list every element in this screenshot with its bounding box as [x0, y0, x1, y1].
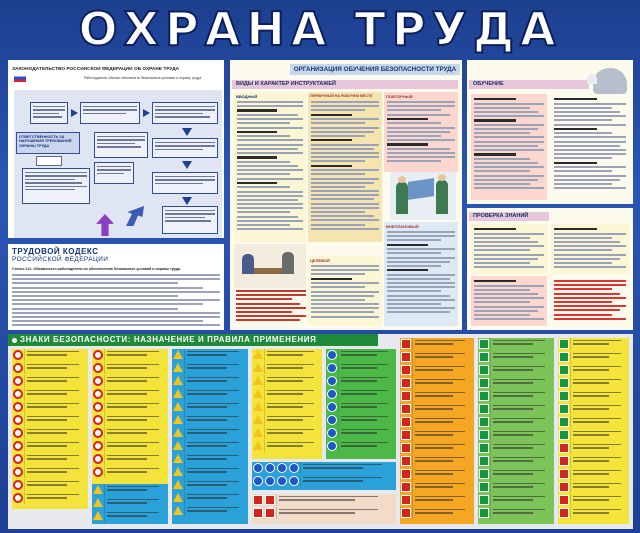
person-left-icon	[242, 254, 254, 274]
flow-box	[152, 172, 218, 194]
col-heading-target: ЦЕЛЕВОЙ	[310, 258, 330, 263]
prohibition-sign-icon	[13, 480, 23, 490]
fire-sign-icon	[401, 391, 411, 401]
prohibition-sign-icon	[13, 376, 23, 386]
warning-signs-d	[252, 349, 322, 459]
fire-signs-f	[400, 338, 474, 524]
evacuation-sign-icon	[479, 352, 489, 362]
meeting-illustration	[234, 244, 306, 288]
fire-sign-icon	[401, 482, 411, 492]
warning-sign-icon	[173, 506, 183, 515]
fire-sign-icon	[401, 404, 411, 414]
evacuation-sign-icon	[479, 495, 489, 505]
warning-signs-bottom	[92, 484, 168, 524]
worker-right-icon	[436, 180, 448, 214]
evacuation-sign-icon	[479, 339, 489, 349]
prohibition-sign-icon	[13, 493, 23, 503]
training-col-right	[551, 94, 629, 200]
fire-sign-icon	[401, 430, 411, 440]
mandatory-sign-icon	[327, 376, 337, 386]
flow-box	[152, 138, 218, 158]
info-sign-icon	[559, 378, 569, 388]
arrow-icon	[182, 161, 192, 169]
evacuation-sign-icon	[479, 469, 489, 479]
intro-note-text	[236, 290, 306, 324]
instruction-types-bar: ВИДЫ И ХАРАКТЕР ИНСТРУКТАЖЕЙ	[232, 80, 458, 89]
fire-sign-icon	[265, 508, 275, 518]
warning-sign-icon	[173, 441, 183, 450]
warning-sign-icon	[173, 428, 183, 437]
fire-sign-icon	[265, 495, 275, 505]
labor-code-text	[12, 274, 220, 328]
col-heading-unscheduled: ВНЕПЛАНОВЫЙ	[386, 224, 419, 229]
prohibition-sign-icon	[13, 428, 23, 438]
fire-sign-icon	[401, 495, 411, 505]
mandatory-sign-icon	[265, 463, 275, 473]
prohibition-sign-icon	[93, 376, 103, 386]
flow-box	[80, 102, 140, 124]
responsibility-box	[16, 132, 80, 154]
prohibition-sign-icon	[13, 389, 23, 399]
warning-sign-icon	[253, 415, 263, 424]
document-icon	[36, 156, 62, 166]
warning-sign-icon	[93, 485, 103, 494]
warning-sign-icon	[173, 376, 183, 385]
evacuation-sign-icon	[479, 365, 489, 375]
flow-box	[30, 102, 68, 124]
legislation-subheading: Работодатель обязан обеспечить безопасные условия и охрану труда	[84, 76, 202, 80]
evacuation-sign-icon	[479, 456, 489, 466]
evacuation-sign-icon	[479, 482, 489, 492]
warning-sign-icon	[173, 493, 183, 502]
check-col-3	[471, 276, 547, 326]
evacuation-sign-icon	[479, 443, 489, 453]
prohibition-sign-icon	[93, 350, 103, 360]
col-heading-primary: ПЕРВИЧНЫЙ НА РАБОЧЕМ МЕСТЕ	[310, 94, 373, 98]
check-col-4	[551, 276, 629, 326]
flow-box	[22, 168, 90, 204]
warning-sign-icon	[173, 467, 183, 476]
mandatory-sign-icon	[327, 428, 337, 438]
info-sign-icon	[559, 365, 569, 375]
warning-signs-c	[172, 349, 248, 524]
col-heading-repeat: ПОВТОРНЫЙ	[386, 94, 413, 99]
mandatory-sign-icon	[327, 402, 337, 412]
evacuation-sign-icon	[479, 404, 489, 414]
mandatory-sign-icon	[289, 463, 299, 473]
mandatory-sign-icon	[253, 463, 263, 473]
fire-sign-icon	[401, 352, 411, 362]
knowledge-check-panel	[467, 208, 633, 330]
fire-sign-icon	[401, 456, 411, 466]
fire-sign-icon	[401, 417, 411, 427]
arrow-icon	[143, 109, 150, 117]
info-sign-icon	[559, 469, 569, 479]
fire-signs-lower	[252, 494, 396, 524]
warning-sign-icon	[93, 511, 103, 520]
warning-sign-icon	[253, 389, 263, 398]
warning-sign-icon	[253, 402, 263, 411]
fire-sign-icon	[253, 508, 263, 518]
arrow-icon	[182, 128, 192, 136]
warning-sign-icon	[173, 350, 183, 359]
col-heading-intro: ВВОДНЫЙ	[236, 94, 258, 99]
warning-sign-icon	[253, 376, 263, 385]
prohibition-sign-icon	[13, 415, 23, 425]
mandatory-signs-lower	[252, 462, 396, 490]
training-panel	[467, 60, 633, 204]
page-title: ОХРАНА ТРУДА	[78, 2, 562, 56]
fire-sign-icon	[401, 378, 411, 388]
warning-sign-icon	[173, 415, 183, 424]
labor-code-article: Статья 212. Обязанности работодателя по обеспечению безопасных условий и охраны труда	[12, 267, 181, 271]
mandatory-sign-icon	[289, 476, 299, 486]
evacuation-sign-icon	[479, 430, 489, 440]
prohibition-sign-icon	[93, 389, 103, 399]
mandatory-sign-icon	[327, 363, 337, 373]
warning-sign-icon	[173, 363, 183, 372]
flow-box	[162, 206, 218, 234]
mandatory-sign-icon	[327, 441, 337, 451]
prohibition-sign-icon	[93, 454, 103, 464]
prohibition-signs-a	[12, 349, 88, 509]
mandatory-sign-icon	[277, 463, 287, 473]
info-sign-icon	[559, 508, 569, 518]
workers-illustration	[390, 172, 456, 220]
flag-icon	[14, 74, 26, 82]
mandatory-sign-icon	[265, 476, 275, 486]
prohibition-sign-icon	[93, 402, 103, 412]
worker-left-icon	[396, 182, 408, 214]
column-intro	[234, 92, 306, 242]
fire-sign-icon	[401, 365, 411, 375]
info-sign-icon	[559, 456, 569, 466]
check-col-2	[551, 224, 629, 274]
mandatory-sign-icon	[253, 476, 263, 486]
fire-sign-icon	[401, 443, 411, 453]
labor-code-title: ТРУДОВОЙ КОДЕКС	[12, 247, 99, 256]
legislation-panel	[8, 60, 224, 238]
info-sign-icon	[559, 495, 569, 505]
warning-sign-icon	[173, 454, 183, 463]
info-sign-icon	[559, 404, 569, 414]
column-unscheduled	[384, 222, 458, 326]
evacuation-sign-icon	[479, 508, 489, 518]
mandatory-sign-icon	[277, 476, 287, 486]
flow-box	[94, 132, 148, 158]
info-sign-icon	[559, 391, 569, 401]
purple-arrow-icon	[96, 214, 114, 236]
person-right-icon	[282, 252, 294, 274]
prohibition-sign-icon	[93, 467, 103, 477]
info-sign-icon	[559, 352, 569, 362]
mandatory-sign-icon	[327, 389, 337, 399]
evacuation-sign-icon	[479, 417, 489, 427]
check-col-1	[471, 224, 547, 274]
fire-sign-icon	[253, 495, 263, 505]
flow-box	[94, 162, 134, 184]
warning-sign-icon	[93, 498, 103, 507]
safety-signs-heading: ЗНАКИ БЕЗОПАСНОСТИ: НАЗНАЧЕНИЕ И ПРАВИЛА ПРИМЕНЕНИЯ	[8, 334, 378, 346]
flow-box	[152, 102, 218, 124]
prohibition-sign-icon	[93, 441, 103, 451]
big-arrow-icon	[126, 206, 156, 226]
info-sign-icon	[559, 417, 569, 427]
warning-sign-icon	[173, 389, 183, 398]
mandatory-signs-e	[326, 349, 396, 459]
mandatory-sign-icon	[327, 415, 337, 425]
prohibition-sign-icon	[93, 363, 103, 373]
warning-sign-icon	[253, 428, 263, 437]
legislation-heading: ЗАКОНОДАТЕЛЬСТВО РОССИЙСКОЙ ФЕДЕРАЦИИ ОБ ОХРАНЕ ТРУДА	[12, 67, 180, 72]
prohibition-sign-icon	[13, 402, 23, 412]
responsibility-label: ОТВЕТСТВЕННОСТЬ ЗА НАРУШЕНИЯ ТРЕБОВАНИЙ ОХРАНЫ ТРУДА	[19, 135, 72, 148]
evacuation-sign-icon	[479, 391, 489, 401]
info-sign-icon	[559, 443, 569, 453]
column-repeat	[384, 92, 458, 172]
column-primary	[308, 92, 382, 242]
warning-sign-icon	[253, 441, 263, 450]
bullet-icon	[12, 338, 17, 343]
prohibition-sign-icon	[93, 415, 103, 425]
arrow-icon	[71, 109, 78, 117]
helmet-icon	[593, 68, 627, 94]
info-sign-icon	[559, 339, 569, 349]
column-target	[308, 256, 382, 326]
fire-sign-icon	[401, 339, 411, 349]
training-col-left	[471, 94, 547, 200]
info-sign-icon	[559, 430, 569, 440]
legislation-flowchart	[14, 90, 222, 238]
knowledge-check-bar: ПРОВЕРКА ЗНАНИЙ	[469, 212, 549, 221]
evacuation-signs-g	[478, 338, 554, 524]
labor-code-panel	[8, 244, 224, 330]
evacuation-sign-icon	[479, 378, 489, 388]
org-panel	[230, 60, 462, 330]
safety-signs-panel	[8, 334, 633, 529]
warning-sign-icon	[173, 480, 183, 489]
warning-sign-icon	[173, 402, 183, 411]
prohibition-sign-icon	[13, 363, 23, 373]
org-heading: ОРГАНИЗАЦИЯ ОБУЧЕНИЯ БЕЗОПАСНОСТИ ТРУДА	[290, 64, 460, 75]
labor-code-subtitle: РОССИЙСКОЙ ФЕДЕРАЦИИ	[12, 256, 109, 263]
info-signs-h	[558, 338, 629, 524]
prohibition-sign-icon	[93, 428, 103, 438]
prohibition-sign-icon	[13, 454, 23, 464]
arrow-icon	[182, 197, 192, 205]
fire-sign-icon	[401, 469, 411, 479]
warning-sign-icon	[253, 363, 263, 372]
prohibition-sign-icon	[13, 350, 23, 360]
blueprint-icon	[408, 178, 434, 200]
training-bar: ОБУЧЕНИЕ	[469, 80, 589, 89]
info-sign-icon	[559, 482, 569, 492]
prohibition-sign-icon	[13, 467, 23, 477]
fire-sign-icon	[401, 508, 411, 518]
mandatory-sign-icon	[327, 350, 337, 360]
helmet-icon-small	[587, 74, 597, 84]
prohibition-sign-icon	[13, 441, 23, 451]
warning-sign-icon	[253, 350, 263, 359]
